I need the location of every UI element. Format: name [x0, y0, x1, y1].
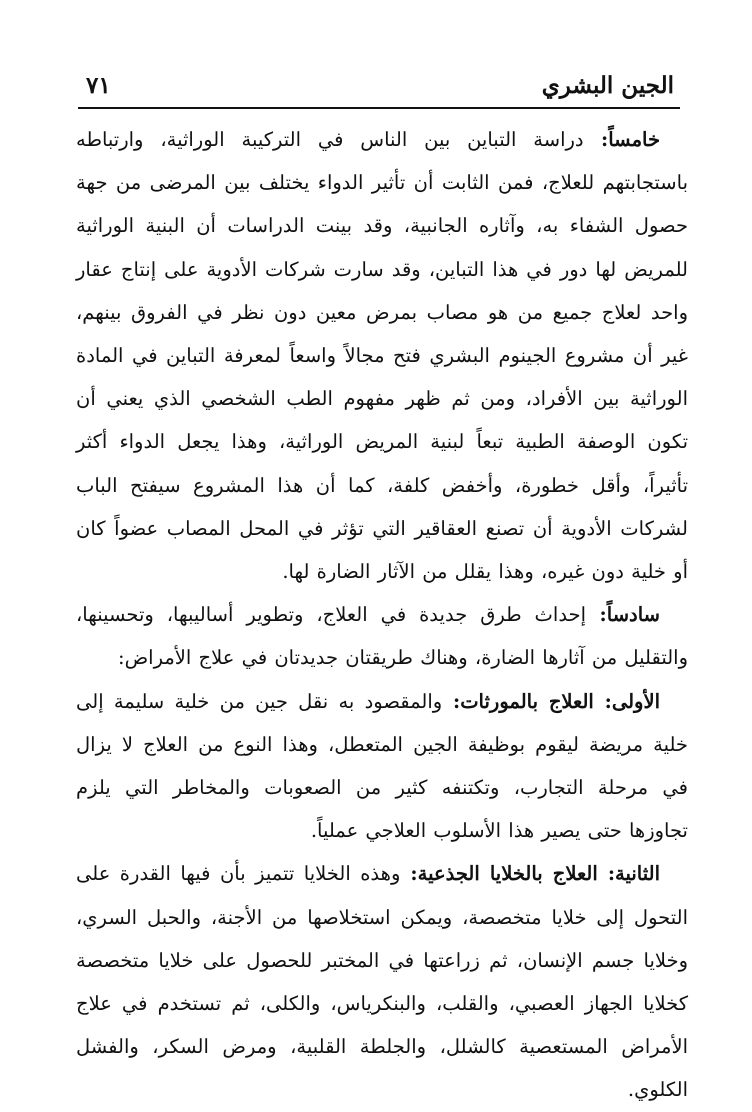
paragraph-text: إحداث طرق جديدة في العلاج، وتطوير أساليبها، وتحسينها، والتقليل من آثارها الضارة، وهناك طريقتان جديدتان في علاج الأمراض:: [76, 603, 688, 670]
paragraph-text: والمقصود به نقل جين من خلية سليمة إلى خلية مريضة ليقوم بوظيفة الجين المتعطل، وهذا النوع من العلاج لا يزال في مرحلة التجارب، وتكتنفه كثير من الصعوبات والمخاطر التي يلزم تجاوزها حتى يصير هذا الأسلوب العلاجي عملياً.: [76, 689, 688, 843]
paragraph-lead: سادساً:: [586, 603, 661, 627]
paragraph-lead: الأولى: العلاج بالمورثات:: [442, 689, 661, 713]
page-number: ٧١: [86, 72, 111, 99]
paragraph-text: دراسة التباين بين الناس في التركيبة الوراثية، وارتباطه باستجابتهم للعلاج، فمن الثابت أن تأثير الدواء يختلف بين المرضى من جهة حصول الشفاء به، وآثاره الجانبية، وقد بينت الدراسات أن البنية الوراثية للمريض لها دور في هذا التباين، وقد سارت شركات الأدوية على إنتاج عقار واحد لعلاج جميع من هو مصاب بمرض معين دون نظر في الفروق بينهم، غير أن مشروع الجينوم البشري فتح مجالاً واسعاً لمعرفة التباين في المادة الوراثية بين الأفراد، ومن ثم ظهر مفهوم الطب الشخصي الذي يعني أن تكون الوصفة الطبية تبعاً لبنية المريض الوراثية، وهذا يجعل الدواء أكثر تأثيراً، وأقل خطورة، وأخفض كلفة، كما أن هذا المشروع سيفتح الباب لشركات الأدوية أن تصنع العقاقير التي تؤثر في المحل المصاب عضواً كان أو خلية دون غيره، وهذا يقلل من الآثار الضارة لها.: [76, 128, 688, 584]
paragraph-text: وهذه الخلايا تتميز بأن فيها القدرة على التحول إلى خلايا متخصصة، ويمكن استخلاصها من الأجنة، والحبل السري، وخلايا جسم الإنسان، ثم زراعتها في المختبر للحصول على خلايا متخصصة كخلايا الجهاز العصبي، والقلب، والبنكرياس، والكلى، ثم تستخدم في علاج الأمراض المستعصية كالشلل، والجلطة القلبية، ومرض السكر، والفشل الكلوي.: [76, 862, 688, 1102]
paragraph-fifth: [76, 118, 688, 593]
paragraph-sixth: [76, 593, 688, 679]
header-rule: [78, 107, 680, 109]
running-title: الجين البشري: [541, 72, 674, 99]
body-text: [76, 118, 688, 1112]
paragraph-lead: الثانية: العلاج بالخلايا الجذعية:: [400, 862, 660, 886]
paragraph-lead: خامساً:: [583, 128, 661, 151]
paragraph-gene-therapy: [76, 680, 688, 853]
paragraph-stem-cells: [76, 852, 688, 1111]
running-header: [78, 70, 680, 104]
